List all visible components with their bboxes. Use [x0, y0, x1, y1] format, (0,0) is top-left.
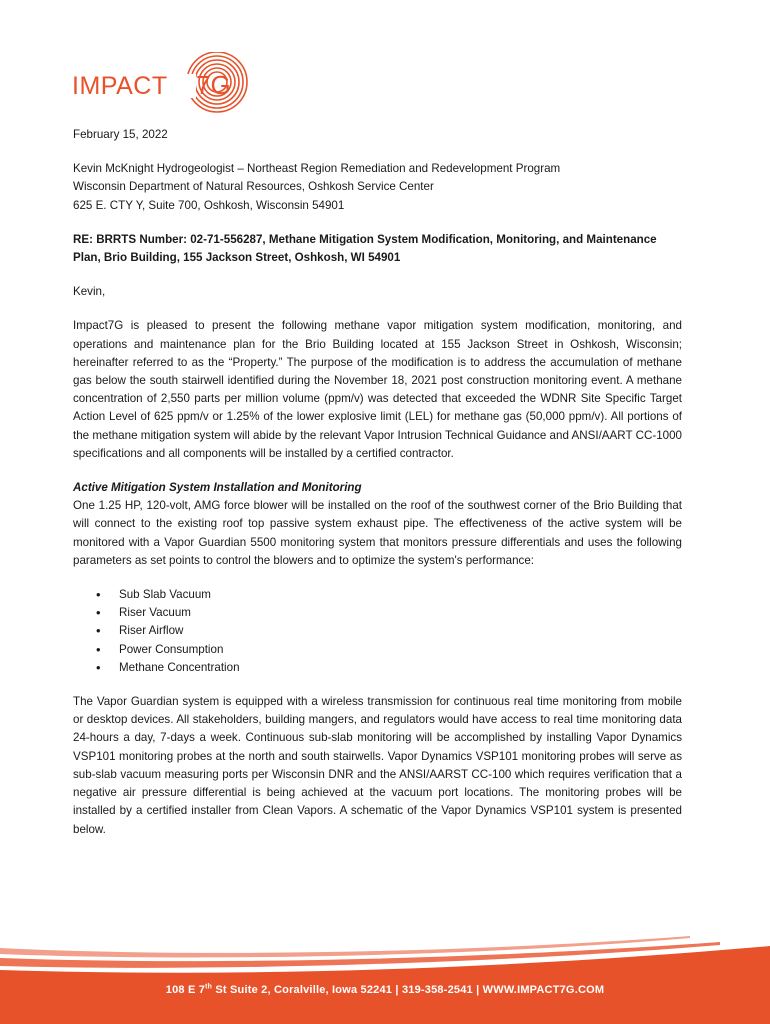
list-item: • Power Consumption — [73, 641, 682, 659]
logo-wordmark: IMPACT — [72, 72, 168, 100]
list-item: • Riser Airflow — [73, 622, 682, 640]
list-item: • Methane Concentration — [73, 659, 682, 677]
parameter-list — [73, 586, 682, 677]
footer-separator: | — [476, 984, 480, 996]
footer-contact — [0, 984, 770, 996]
logo-accent: 7G — [196, 70, 231, 100]
list-item: • Sub Slab Vacuum — [73, 586, 682, 604]
footer-address: 108 E 7th St Suite 2, Coralville, Iowa 52241 — [165, 983, 393, 996]
recipient-line: 625 E. CTY Y, Suite 700, Oshkosh, Wisconsin 54901 — [73, 198, 345, 212]
blower-paragraph: One 1.25 HP, 120-volt, AMG force blower will be installed on the roof of the southwest corner of the Brio Building that will connect to the existing roof top passive system exhaust pipe. The effectiveness of the active system will be monitored with a Vapor Guardian 5500 monitoring system that monitors pressure differentials and uses the following parameters as set points to control the blowers and to optimize the system's performance: — [73, 499, 682, 567]
recipient-block — [73, 160, 682, 215]
list-item: • Riser Vacuum — [73, 604, 682, 622]
footer-phone: 319-358-2541 — [401, 984, 473, 996]
footer-wave — [0, 928, 770, 1024]
monitoring-paragraph: The Vapor Guardian system is equipped with a wireless transmission for continuous real time monitoring from mobile or desktop devices. All stakeholders, building mangers, and regulators would have access to real time monitoring data 24-hours a day, 7-days a week. Continuous sub-slab monitoring will be accomplished by installing Vapor Dynamics VSP101 monitoring probes at the north and south stairwells. Vapor Dynamics VSP101 monitoring probes will serve as sub-slab vacuum measuring ports per Wisconsin DNR and the ANSI/AARST CC-100 which requires verification that a negative air pressure differential is being achieved at the vacuum port locations. The monitoring probes will be installed by a certified installer from Clean Vapors. A schematic of the Vapor Dynamics VSP101 system is presented below. — [73, 695, 682, 836]
letter-body — [73, 126, 682, 839]
subject-line: RE: BRRTS Number: 02-71-556287, Methane Mitigation System Modification, Monitoring, and Maintenance Plan, Brio Building, 155 Jackson Street, Oshkosh, WI 54901 — [73, 232, 657, 265]
footer-website-link[interactable]: WWW.IMPACT7G.COM — [482, 984, 605, 996]
company-logo — [70, 52, 260, 122]
letter-date: February 15, 2022 — [73, 128, 168, 141]
recipient-line: Kevin McKnight Hydrogeologist – Northeast Region Remediation and Redevelopment Program — [73, 162, 561, 176]
salutation: Kevin, — [73, 285, 106, 299]
section-heading: Active Mitigation System Installation and Monitoring — [73, 481, 362, 495]
recipient-line: Wisconsin Department of Natural Resources, Oshkosh Service Center — [73, 180, 434, 194]
intro-paragraph: Impact7G is pleased to present the following methane vapor mitigation system modification, monitoring, and operations and maintenance plan for the Brio Building located at 155 Jackson Street in Oshkosh, Wisconsin; hereinafter referred to as the “Property.” The purpose of the modification is to address the accumulation of methane gas below the south stairwell identified during the November 18, 2021 post construction monitoring event. A methane concentration of 2,550 parts per million volume (ppm/v) was detected that exceeded the WDNR Site Specific Target Action Level of 625 ppm/v or 1.25% of the lower explosive limit (LEL) for methane gas (50,000 ppm/v). All portions of the methane mitigation system will abide by the relevant Vapor Intrusion Technical Guidance and ANSI/AART CC-1000 specifications and all components will be installed by a certified contractor. — [73, 319, 682, 460]
footer-separator: | — [395, 984, 399, 996]
